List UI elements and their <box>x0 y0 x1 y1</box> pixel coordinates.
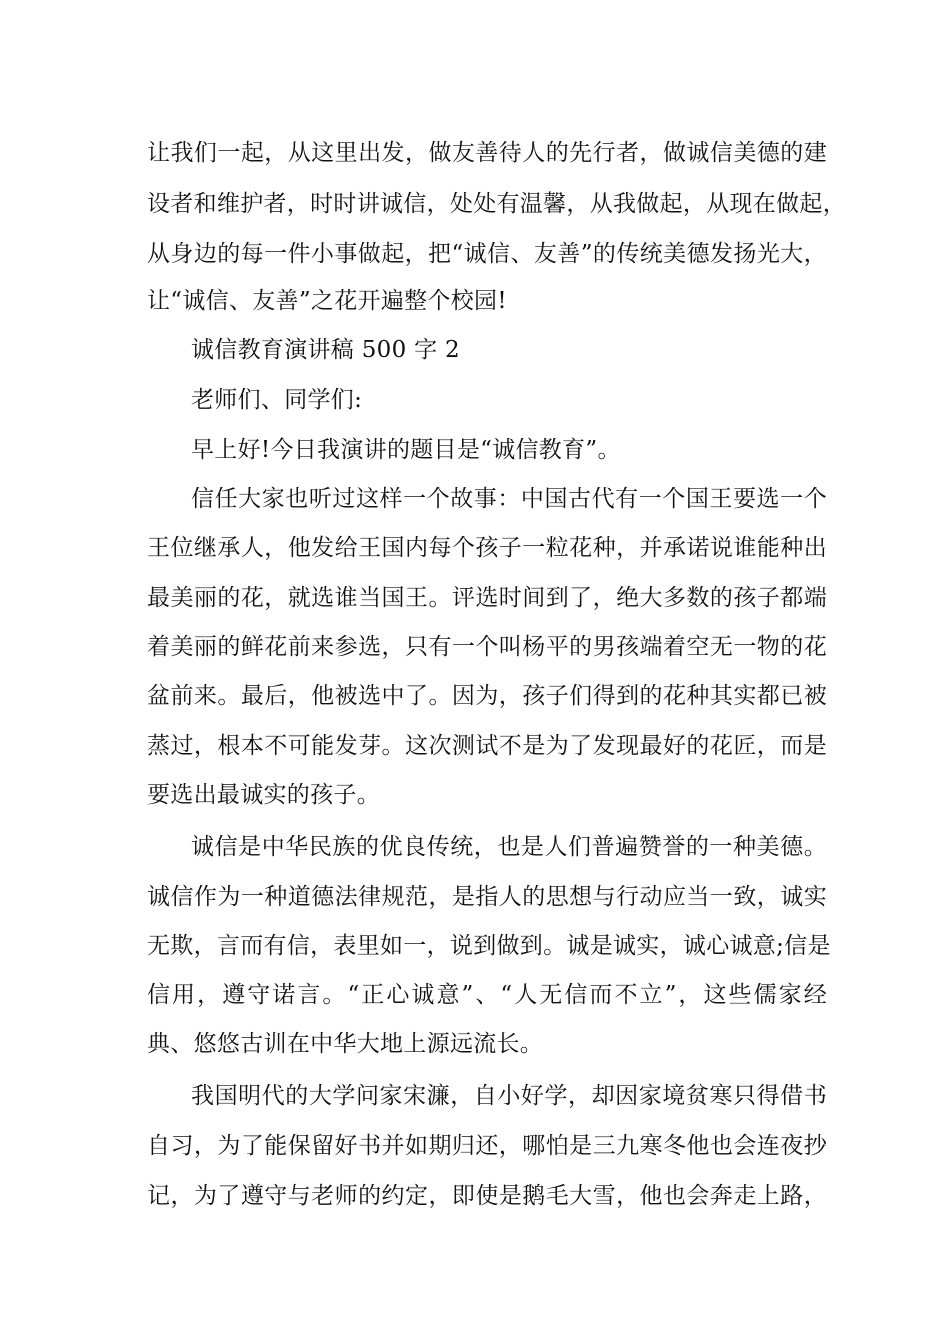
text-line: 信用，遵守诺言。“正心诚意”、“人无信而不立”，这些儒家经 <box>147 982 827 1008</box>
text-line: 让“诚信、友善”之花开遍整个校园! <box>147 288 507 314</box>
text-line: 要选出最诚实的孩子。 <box>147 782 380 808</box>
text-line: 自习，为了能保留好书并如期归还，哪怕是三九寒冬他也会连夜抄 <box>147 1133 827 1159</box>
text-line: 无欺，言而有信，表里如一，说到做到。诚是诚实，诚心诚意;信是 <box>147 933 831 959</box>
text-line: 王位继承人，他发给王国内每个孩子一粒花种，并承诺说谁能种出 <box>147 535 827 561</box>
text-line: 诚信作为一种道德法律规范，是指人的思想与行动应当一致，诚实 <box>147 884 827 910</box>
text-line: 最美丽的花，就选谁当国王。评选时间到了，绝大多数的孩子都端 <box>147 585 827 611</box>
text-line: 诚信是中华民族的优良传统，也是人们普遍赞誉的一种美德。 <box>191 834 827 860</box>
text-line: 从身边的每一件小事做起，把“诚信、友善”的传统美德发扬光大， <box>147 241 827 267</box>
section-heading: 诚信教育演讲稿 500 字 2 <box>191 337 460 363</box>
text-line: 信任大家也听过这样一个故事：中国古代有一个国王要选一个 <box>191 486 827 512</box>
text-line: 记，为了遵守与老师的约定，即使是鹅毛大雪，他也会奔走上路， <box>147 1183 827 1209</box>
text-line: 让我们一起，从这里出发，做友善待人的先行者，做诚信美德的建 <box>147 140 827 166</box>
text-line: 着美丽的鲜花前来参选，只有一个叫杨平的男孩端着空无一物的花 <box>147 634 827 660</box>
salutation: 老师们、同学们: <box>191 387 363 413</box>
text-line: 典、悠悠古训在中华大地上源远流长。 <box>147 1031 544 1057</box>
text-line: 设者和维护者，时时讲诚信，处处有温馨，从我做起，从现在做起， <box>147 191 846 217</box>
text-line: 我国明代的大学问家宋濂，自小好学，却因家境贫寒只得借书 <box>191 1083 827 1109</box>
text-line: 盆前来。最后，他被选中了。因为，孩子们得到的花种其实都已被 <box>147 683 827 709</box>
text-line: 蒸过，根本不可能发芽。这次测试不是为了发现最好的花匠，而是 <box>147 733 827 759</box>
greeting-line: 早上好!今日我演讲的题目是“诚信教育”。 <box>191 437 621 463</box>
